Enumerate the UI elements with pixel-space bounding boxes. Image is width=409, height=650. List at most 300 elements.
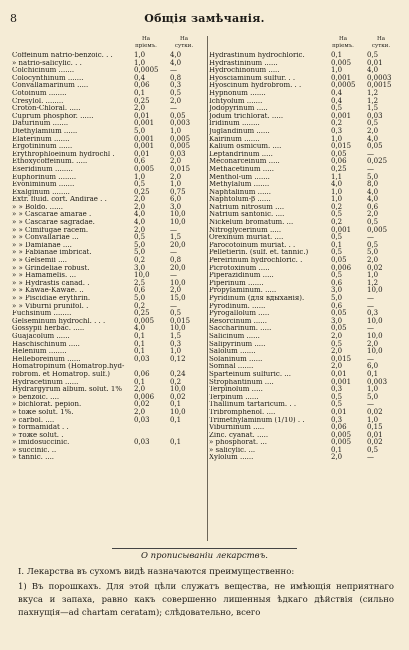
dose-per-day: 0,0003 [367,73,392,82]
drug-name: » » Fabianae imbricat. [12,249,92,257]
drug-name: Nickelum bromatum. ... [209,219,294,227]
dose-per-day: 4,0 [170,51,182,59]
drug-name: Salicinum ...... [209,332,260,340]
dose-per-intake: 0,25 [134,187,150,196]
dose-per-intake: 0,5 [134,233,146,242]
drug-name: Hyosciaminum sulfur. . . [209,74,296,82]
dose-per-day: 10,0 [170,278,186,287]
dose-per-day: — [367,400,374,409]
dose-per-intake: 2,0 [134,104,146,113]
dose-per-intake: 0,001 [331,111,352,120]
dose-per-day: 4,0 [170,58,182,67]
dose-per-day: 0,02 [367,438,383,447]
dose-per-intake: 0,03 [134,438,150,447]
dose-per-day: 0,5 [170,88,182,97]
drug-name: Orexinum muriat. .... [209,234,284,242]
table-row [12,424,206,432]
drug-name: Menthol-um ....... [209,173,270,181]
dose-per-intake: 0,6 [331,301,343,310]
table-row [209,454,403,462]
dose-per-intake: 0,3 [331,415,343,424]
dose-per-intake: 0,005 [331,58,352,67]
drug-name: Pyrodinum. ...... [209,302,266,310]
dose-per-intake: 0,5 [331,233,343,242]
dose-per-day: — [170,271,177,280]
drug-name: Pyrogallolum ..... [209,310,270,318]
dose-per-day: 2,0 [170,172,182,181]
dose-per-day: 2,0 [367,256,379,265]
drug-name: Naphtalinum ...... [209,188,271,196]
header-per-dose: На прiемъ. [135,36,157,49]
drug-name: Haschischinum ..... [12,340,80,348]
drug-name: Homatropinum (Homatrop.hyd- [12,363,125,371]
drug-name: Hydrargyrum album. solut. 1% [12,386,122,394]
dose-per-intake: 4,0 [134,218,146,227]
dose-per-day: 0,3 [367,309,379,318]
drug-name: Terpinum ...... [209,393,259,401]
dose-per-day: 0,5 [367,119,379,128]
drug-name: Pelletierin. (sulf. et. tannic.) [209,249,309,257]
dose-per-day: — [367,301,374,310]
dose-per-intake: 2,0 [134,195,146,204]
dose-per-day: 2,0 [367,339,379,348]
drug-name: Hypnonum ....... [209,89,266,97]
drug-name: Zinc. cyanat. ..... [209,431,269,439]
dose-per-intake: 0,25 [134,309,150,318]
dose-per-day: 2,0 [367,126,379,135]
dose-per-day: 10,0 [170,210,186,219]
dose-per-intake: 0,25 [331,164,347,173]
dose-per-intake: 0,006 [331,263,352,272]
dose-per-intake: 2,0 [331,331,343,340]
dose-per-day: 20,0 [170,263,186,272]
dose-per-day: 10,0 [170,218,186,227]
dose-per-day: 0,02 [367,407,383,416]
dose-per-intake: 0,4 [331,88,343,97]
dose-per-intake: 0,005 [331,438,352,447]
drug-name: Viburninum ..... [209,424,265,432]
dose-per-intake: 0,6 [331,278,343,287]
drug-name: Thallinum tartaricum. . . [209,401,297,409]
drug-name: Hydrastininum ...... [209,59,278,67]
dose-per-day: 0,025 [367,157,388,166]
dose-per-day: 1,0 [367,385,379,394]
drug-name: » salicylic. ... [209,446,256,454]
dose-per-intake: 0,06 [134,369,150,378]
dose-per-day: 4,0 [367,187,379,196]
dose-per-intake: 0,4 [134,73,146,82]
drug-name: Coffeinum natrio-benzoic. . . [12,52,113,59]
dose-per-intake: 0,5 [331,210,343,219]
drug-name: Pereirinum hydrochloric. . [209,257,303,265]
dose-per-intake: 1,0 [331,195,343,204]
drug-name: » » Grindeliae robust. [12,264,90,272]
drug-name: » тоже solut. . [12,431,64,439]
drug-name: Helleboreinum ...... [12,355,81,363]
drug-name: » » Boldo. ...... [12,203,63,211]
dose-per-day: 1,0 [367,271,379,280]
drug-name: Xylolum ...... [209,454,254,462]
right-column-header [209,36,403,52]
dose-per-intake: 0,5 [331,400,343,409]
dose-per-day: 0,02 [170,392,186,401]
dose-per-day: 1,2 [367,88,379,97]
drug-name: » phosphorat. ... [209,439,267,447]
drug-name: Euphorinum ........ [12,173,77,181]
drug-name: Diethylamium ...... [12,127,78,135]
drug-name: Cresylol. ........ [12,97,64,105]
dose-per-intake: 5,0 [134,248,146,257]
dose-per-intake: 0,6 [134,157,146,166]
drug-name: Strophantinum .... [209,378,274,386]
drug-name: » » Convallariae ... [12,234,79,242]
drug-name: » succinic. .. [12,446,57,454]
dose-per-day: 0,0015 [367,81,392,90]
dose-per-intake: 0,5 [331,104,343,113]
dose-per-day: 3,0 [170,202,182,211]
dose-per-intake: 0,001 [331,377,352,386]
drug-name: Extr. fluid. cort. Andirae . . [12,196,107,204]
dose-per-day: 4,0 [367,134,379,143]
dose-per-intake: 2,0 [331,347,343,356]
drug-name: » imidosuccinic. [12,439,70,447]
dose-per-day: 10,0 [170,324,186,333]
drug-name: » bichlorat. pepion. [12,401,82,409]
drug-name: Tribromphenol. .... [209,408,276,416]
dose-per-intake: 5,0 [331,294,343,302]
dose-per-day: — [367,294,374,302]
drug-name: Gelseminum hydrochl. . . . [12,317,106,325]
dose-per-intake: 1,0 [331,134,343,143]
drug-name: Helenium ........ [12,348,67,356]
drug-name: Parocotoinum muriat. . . [209,241,296,249]
dose-per-day: 6,0 [170,195,182,204]
dose-per-day: — [367,453,374,462]
paragraph-intro: I. Лекарства въ сухомъ видѣ назначаются преимущественно: [18,567,295,577]
dose-per-intake: 0,1 [134,347,146,356]
drug-name: Kairinum ....... [209,135,260,143]
drug-name: Fuchsinum ........ [12,310,72,318]
dose-per-day: 0,01 [367,58,383,67]
dose-per-intake: 0,01 [331,369,347,378]
left-column [12,36,206,542]
dose-per-day: 0,8 [170,73,182,82]
drug-name: Elaterinum ....... [12,135,70,143]
dose-per-intake: 0,06 [331,157,347,166]
dose-per-intake: 3,0 [331,316,343,325]
dose-per-day: 5,0 [367,392,379,401]
dose-per-day: 0,3 [170,81,182,90]
drug-name: » » Hamamelis. ... [12,272,77,280]
table-row [12,454,206,462]
dose-per-intake: 0,03 [134,354,150,363]
dose-per-intake: 0,01 [331,407,347,416]
dose-per-intake: 1,1 [331,172,343,181]
drug-name: » » Kawae-Kawae. .. [12,287,84,295]
dose-per-intake: 0,06 [134,81,150,90]
drug-name: Coloсynthinum ....... [12,74,84,82]
dose-per-intake: 0,001 [331,73,352,82]
dose-per-intake: 4,0 [134,324,146,333]
drug-name: » carbol. .... [12,416,55,424]
drug-name: Methylalum ....... [209,181,270,189]
dose-per-intake: 0,2 [134,256,146,265]
drug-name: Daturinum ....... [12,120,69,128]
dose-per-day: 0,5 [367,240,379,249]
table-row [12,417,206,425]
dose-per-intake: 0,015 [331,354,352,363]
dose-per-day: 2,0 [367,210,379,219]
dose-per-day: 0,03 [367,111,383,120]
dose-per-intake: 0,05 [331,149,347,158]
column-divider [207,36,208,541]
dose-per-intake: 0,2 [331,202,343,211]
dose-per-intake: 0,05 [331,309,347,318]
dose-per-day: — [367,324,374,333]
drug-name: Saccharinum. ..... [209,325,272,333]
drug-name: Solaninum ...... [209,355,263,363]
drug-name: Ergotininum ...... [12,143,73,151]
drug-name: » » Piscidiae erythrin. [12,295,91,302]
dose-per-day: 0,02 [367,263,383,272]
drug-name: Resorcinum ...... [209,317,267,325]
dose-per-intake: 0,2 [331,218,343,227]
header-per-day: На сутки. [371,36,391,49]
dose-per-day: 1,0 [367,415,379,424]
drug-name: Iridinum ........ [209,120,260,128]
drug-name: Natrium nitrosum .... [209,203,285,211]
dose-per-intake: 2,5 [134,278,146,287]
dose-per-intake: 2,0 [134,385,146,394]
dose-per-intake: 1,0 [134,58,146,67]
dose-per-day: — [367,149,374,158]
drug-name: Colchicinum ....... [12,67,75,75]
drug-name: Croton-Chloral. ..... [12,105,81,113]
dose-per-intake: 0,03 [134,415,150,424]
dose-per-intake: 0,1 [134,331,146,340]
dose-per-day: 0,5 [170,309,182,318]
dose-per-day: 0,24 [170,369,186,378]
dose-per-intake: 0,005 [134,316,155,325]
dose-per-day: 0,015 [170,316,191,325]
header-per-dose: На прiемъ. [332,36,354,49]
dosage-table [12,36,404,542]
dose-per-day: 0,5 [367,218,379,227]
drug-name: Hydrochinonum ..... [209,67,280,75]
dose-per-intake: 1,0 [134,172,146,181]
dose-per-day: 10,0 [170,407,186,416]
drug-name: Terpinolum ..... [209,386,263,394]
dose-per-day: 10,0 [367,331,383,340]
dose-per-intake: 0,001 [134,134,155,143]
drug-name: Erythrophlоeinum hydrochl . [12,150,115,158]
dose-per-day: 0,3 [170,339,182,348]
dose-per-day: 4,0 [367,66,379,75]
drug-name: Hydracetinum ...... [12,378,79,386]
dose-per-day: 1,5 [170,331,182,340]
page-header [10,12,399,26]
drug-name: Trimethylaminum (1/10) . . [209,416,305,424]
dose-per-day: 10,0 [170,385,186,394]
dose-per-intake: 0,2 [134,301,146,310]
drug-name: Evoniminum ....... [12,181,75,189]
dose-per-day: 0,15 [367,423,383,432]
dose-per-day: 1,5 [170,233,182,242]
dose-per-intake: 0,006 [134,392,155,401]
right-column [209,36,403,542]
dose-per-day: — [367,164,374,173]
drug-name: Cotoinum ........ [12,89,67,97]
dose-per-day: 0,005 [170,142,191,151]
dose-per-day: 1,0 [170,126,182,135]
drug-name: Leptandrinum ..... [209,150,273,158]
drug-name: Convallamarinum ..... [12,82,89,90]
dose-per-intake: 0,05 [331,324,347,333]
drug-name: Kalium osmicum. .... [209,143,282,151]
dose-per-day: 0,1 [170,400,182,409]
drug-name: Picrotoxinum ..... [209,264,270,272]
dose-per-day: 2,0 [170,96,182,105]
dose-per-day: 20,0 [170,240,186,249]
drug-name: » » Cascarae sagradae. [12,219,95,227]
dose-per-day: 0,1 [170,415,182,424]
drug-name: Piperinum ....... [209,279,264,287]
dose-per-intake: 0,1 [134,377,146,386]
drug-name: Cuprum phosphor. ...... [12,112,94,120]
dose-per-intake: 0,015 [331,142,352,151]
drug-name: Natrium santonic. .... [209,211,285,219]
dose-per-day: 0,01 [367,430,383,439]
drug-name: Somnal ....... [209,363,254,371]
drug-name: Jodum trichlorat. ..... [209,112,284,120]
drug-name: Meconarceinum ..... [209,158,280,166]
dose-per-intake: 0,005 [331,430,352,439]
dose-per-day: 1,2 [367,278,379,287]
drug-name: Nitroglycerinum ..... [209,226,282,234]
dose-per-intake: 0,5 [331,271,343,280]
dose-per-day: 0,1 [367,369,379,378]
dose-per-intake: 0,1 [134,339,146,348]
dose-per-intake: 10,0 [134,271,150,280]
dose-per-day: — [170,66,177,75]
drug-name: » » Cimifugae racem. [12,226,89,234]
drug-name: Hydrastinum hydrochloric. [209,52,305,59]
dose-per-day: 15,0 [170,294,186,302]
header-per-day: На сутки. [174,36,194,49]
drug-name: » » Viburni prunifol. . [12,302,89,310]
dose-per-day: 0,003 [367,377,388,386]
dose-per-intake: 1,0 [331,187,343,196]
divider-rule [112,548,297,549]
dose-per-intake: 1,0 [331,66,343,75]
dose-per-intake: 0,1 [331,445,343,454]
dose-per-intake: 0,5 [331,248,343,257]
dose-per-day: 0,2 [170,377,182,386]
dose-per-day: — [170,104,177,113]
drug-name: Salolum ....... [209,348,256,356]
dose-per-intake: 5,0 [134,240,146,249]
dose-per-day: 0,003 [170,119,191,128]
drug-name: Naphtolum-β ...... [209,196,271,204]
dose-per-intake: 0,001 [331,225,352,234]
drug-name: » » Cascarae amarae . [12,211,92,219]
dose-per-day: 1,2 [367,96,379,105]
drug-name: Juglandinum ...... [209,127,270,135]
dose-per-intake: 0,0005 [331,81,356,90]
page-title: Общiя замѣчанiя. [144,12,265,25]
dose-per-intake: 0,06 [331,423,347,432]
dose-per-intake: 0,3 [331,385,343,394]
drug-name: Ethoxycoffeinum. ..... [12,158,88,166]
drug-name: Gossypii herbac. ..... [12,325,85,333]
dose-per-intake: 2,0 [134,225,146,234]
dose-per-day: — [367,233,374,242]
page-number: 8 [10,12,17,25]
dose-per-intake: 4,0 [331,180,343,189]
dose-per-day: 5,0 [367,172,379,181]
drug-name: Salipyrinum ..... [209,340,266,348]
table-row [12,447,206,455]
dose-per-day: 8,0 [367,180,379,189]
drug-name: Piperazidinum ..... [209,272,274,280]
dose-per-intake: 0,3 [331,126,343,135]
drug-name: Exalginum ........ [12,188,70,196]
dose-per-intake: 0,0005 [134,66,159,75]
dose-per-day: 10,0 [367,316,383,325]
dose-per-day: — [170,248,177,257]
dose-per-day: 0,5 [367,51,379,59]
dose-per-day: 0,6 [367,202,379,211]
dose-per-day: — [170,301,177,310]
dose-per-day: — [367,354,374,363]
dose-per-day: 4,0 [367,195,379,204]
dose-per-intake: 0,1 [134,88,146,97]
drug-name: Propylaminum. ..... [209,287,277,295]
dose-per-day: 1,0 [170,180,182,189]
drug-name: » » Damianae .... [12,241,72,249]
dose-per-intake: 0,1 [331,51,343,59]
dose-per-intake: 0,01 [134,149,150,158]
dose-per-intake: 0,2 [331,119,343,128]
dose-per-intake: 2,0 [331,453,343,462]
dose-per-intake: 0,05 [331,256,347,265]
dose-per-day: 0,1 [170,438,182,447]
dose-per-intake: 0,5 [134,180,146,189]
dose-per-intake: 0,5 [331,392,343,401]
dose-per-day: 0,05 [367,142,383,151]
dose-per-intake: 0,25 [134,96,150,105]
dose-per-day: 10,0 [367,286,383,295]
paragraph-powders: 1) Въ порошкахъ. Для этой цѣли служатъ вещества, не имѣющія неприятнаго вкуса и запаха, равно какъ совершенно лишенныя ѣдкаго дѣйствія (сильно пахнущія—ad chartam ceratam); слѣдовательно, всего [18,582,394,618]
dose-per-intake: 0,4 [331,96,343,105]
dose-per-day: 2,0 [170,286,182,295]
drug-name: Ichtyolum ....... [209,97,263,105]
dose-per-intake: 0,001 [134,142,155,151]
section-title: О прописываніи лекарствъ. [140,551,268,561]
drug-name: Methacetinum ..... [209,165,274,173]
drug-name: » » Hydrastis canad. . [12,279,90,287]
dose-per-intake: 3,0 [134,263,146,272]
dose-per-intake: 0,5 [331,339,343,348]
drug-name: Guajacolum ...... [12,332,70,340]
drug-name: » tannic. .... [12,454,55,462]
dose-per-intake: 2,0 [134,407,146,416]
dose-per-day: 10,0 [367,347,383,356]
table-row [12,356,206,364]
dose-per-day: 0,5 [367,445,379,454]
dose-per-day: 0,05 [170,111,186,120]
dose-per-intake: 2,0 [134,202,146,211]
